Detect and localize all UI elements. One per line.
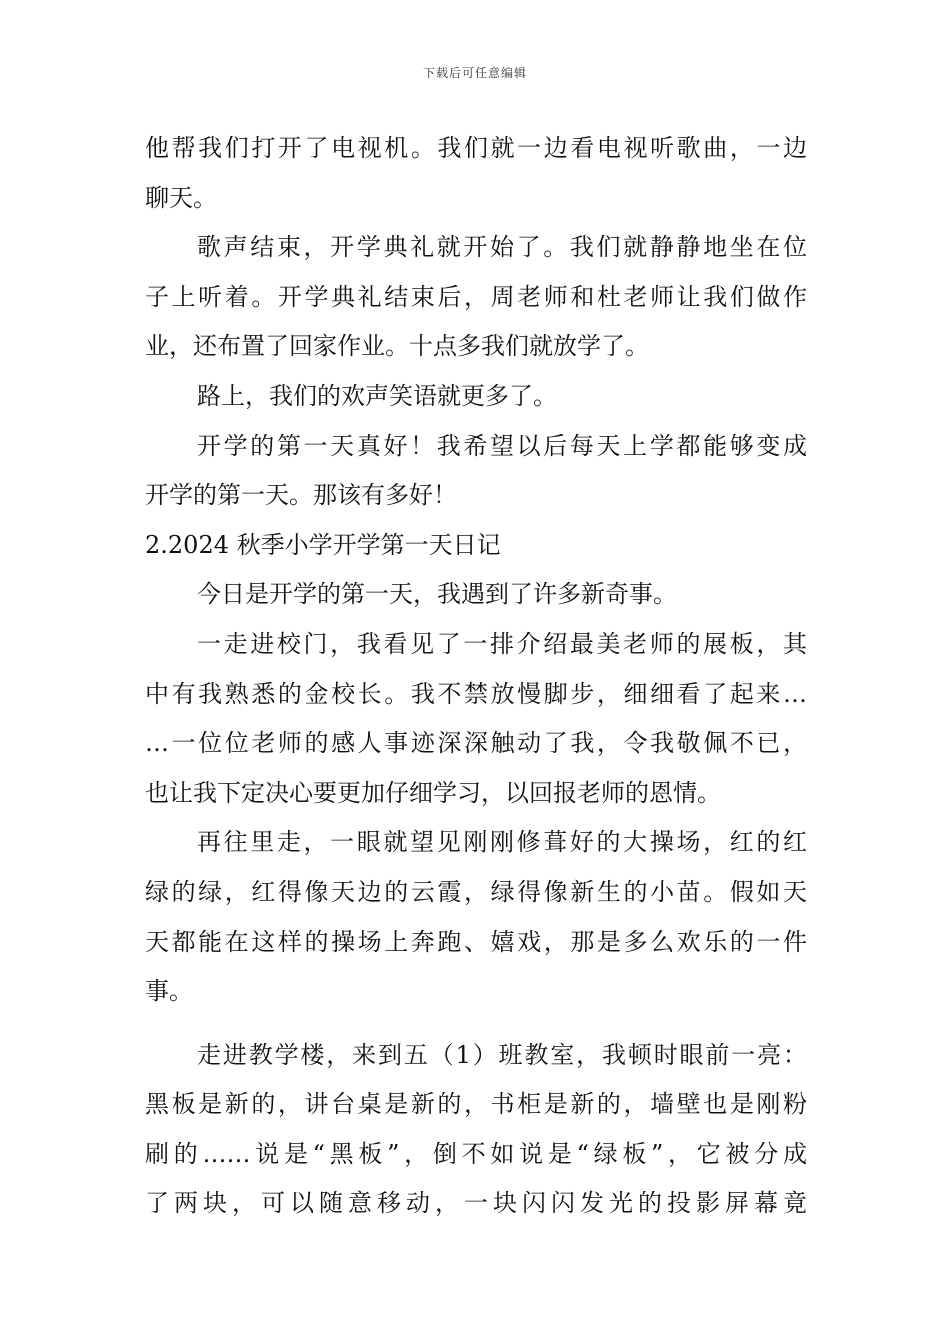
- text-line: 子上听着。开学典礼结束后，周老师和杜老师让我们做作: [145, 282, 807, 311]
- paragraph-first-line: 今日是开学的第一天，我遇到了许多新奇事。: [197, 580, 677, 609]
- text-line: 业，还布置了回家作业。十点多我们就放学了。: [145, 332, 649, 361]
- paragraph-first-line: 再往里走，一眼就望见刚刚修葺好的大操场，红的红: [197, 828, 807, 857]
- text-line: 他帮我们打开了电视机。我们就一边看电视听歌曲，一边: [145, 134, 807, 162]
- text-line: 中有我熟悉的金校长。我不禁放慢脚步，细细看了起来…: [145, 679, 807, 708]
- text-line: 聊天。: [145, 183, 217, 212]
- paragraph-first-line: 走进教学楼，来到五（1）班教室，我顿时眼前一亮：: [197, 1040, 807, 1069]
- text-line: 了两块，可以随意移动，一块闪闪发光的投影屏幕竟: [145, 1189, 807, 1218]
- text-line: …一位位老师的感人事迹深深触动了我，令我敬佩不已，: [145, 729, 807, 758]
- document-body: [145, 124, 807, 1229]
- paragraph-first-line: 路上，我们的欢声笑语就更多了。: [197, 381, 557, 410]
- paragraph-first-line: 一走进校门，我看见了一排介绍最美老师的展板，其: [197, 629, 807, 658]
- text-line: 绿的绿，红得像天边的云霞，绿得像新生的小苗。假如天: [145, 877, 807, 906]
- paragraph-first-line: 开学的第一天真好！我希望以后每天上学都能够变成: [197, 431, 807, 460]
- text-line: 天都能在这样的操场上奔跑、嬉戏，那是多么欢乐的一件: [145, 927, 807, 956]
- text-line: 开学的第一天。那该有多好！: [145, 481, 457, 510]
- text-line: 事。: [145, 977, 193, 1006]
- text-line: 黑板是新的，讲台桌是新的，书柜是新的，墙壁也是刚粉: [145, 1090, 807, 1119]
- text-line: 也让我下定决心要更加仔细学习，以回报老师的恩情。: [145, 778, 721, 807]
- paragraph-first-line: 歌声结束，开学典礼就开始了。我们就静静地坐在位: [197, 233, 807, 262]
- page-header: 下载后可任意编辑: [422, 66, 527, 80]
- section-heading: 2.2024 秋季小学开学第一天日记: [145, 530, 501, 559]
- paragraph-gap: [145, 1017, 807, 1031]
- text-line: 刷的……说是“黑板”，倒不如说是“绿板”，它被分成: [145, 1139, 807, 1168]
